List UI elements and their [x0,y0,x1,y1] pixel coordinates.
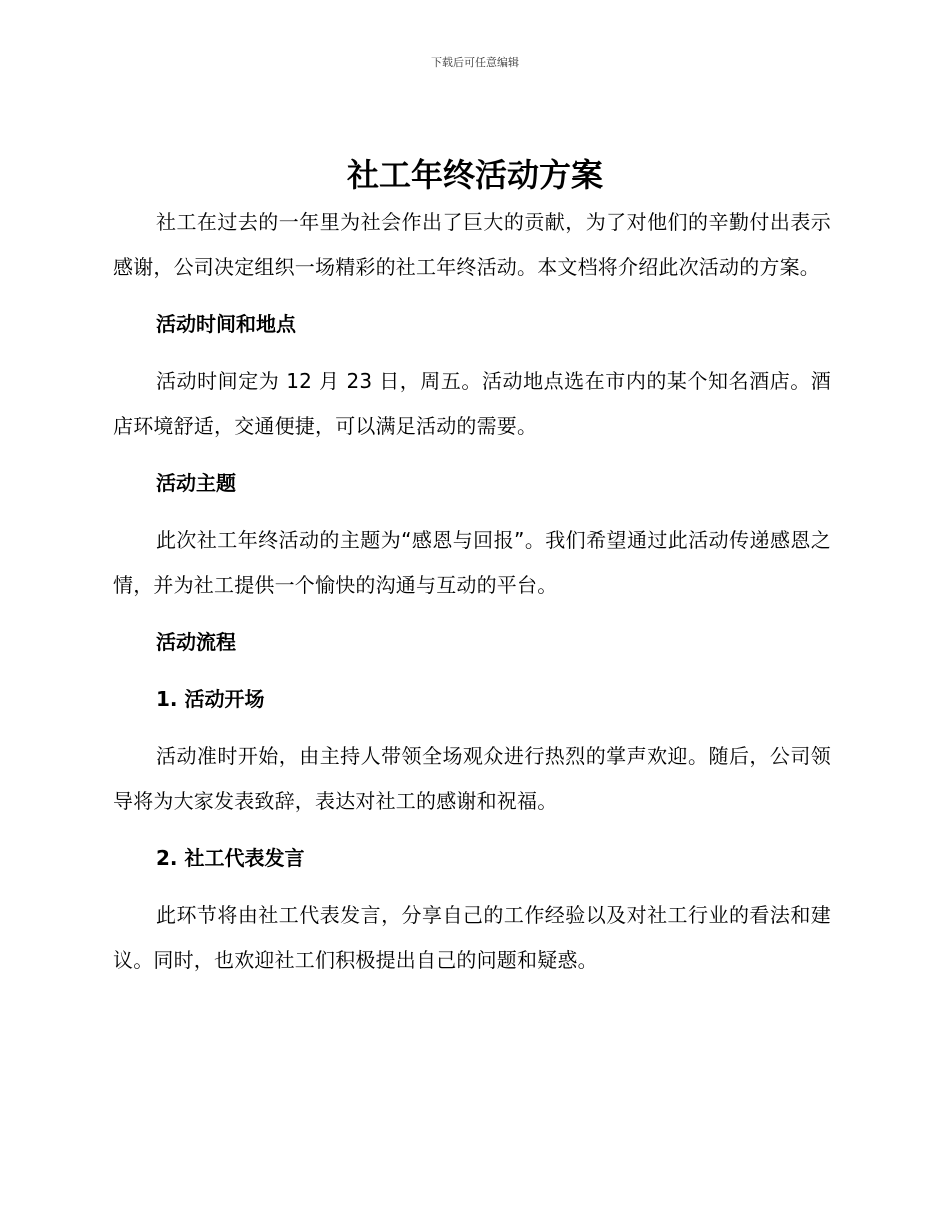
section-text-theme: 此次社工年终活动的主题为“感恩与回报”。我们希望通过此活动传递感恩之情，并为社工提供一个愉快的沟通与互动的平台。 [113,528,831,597]
section-heading-process: 活动流程 [156,630,236,654]
section-heading-theme: 活动主题 [156,471,236,495]
section-text-representative-speech: 此环节将由社工代表发言，分享自己的工作经验以及对社工行业的看法和建议。同时，也欢迎社工们积极提出自己的问题和疑惑。 [113,903,831,972]
section-heading-representative-speech: 2. 社工代表发言 [156,846,305,870]
header-note: 下载后可任意编辑 [431,56,519,69]
intro-paragraph: 社工在过去的一年里为社会作出了巨大的贡献，为了对他们的辛勤付出表示感谢，公司决定组织一场精彩的社工年终活动。本文档将介绍此次活动的方案。 [113,210,831,279]
document-title: 社工年终活动方案 [346,156,603,194]
section-heading-opening: 1. 活动开场 [156,687,265,711]
section-text-time-location: 活动时间定为 12 月 23 日，周五。活动地点选在市内的某个知名酒店。酒店环境舒适，交通便捷，可以满足活动的需要。 [113,369,831,438]
section-text-opening: 活动准时开始，由主持人带领全场观众进行热烈的掌声欢迎。随后，公司领导将为大家发表致辞，表达对社工的感谢和祝福。 [113,744,831,813]
document-body [113,200,831,983]
section-heading-time-location: 活动时间和地点 [156,312,296,336]
